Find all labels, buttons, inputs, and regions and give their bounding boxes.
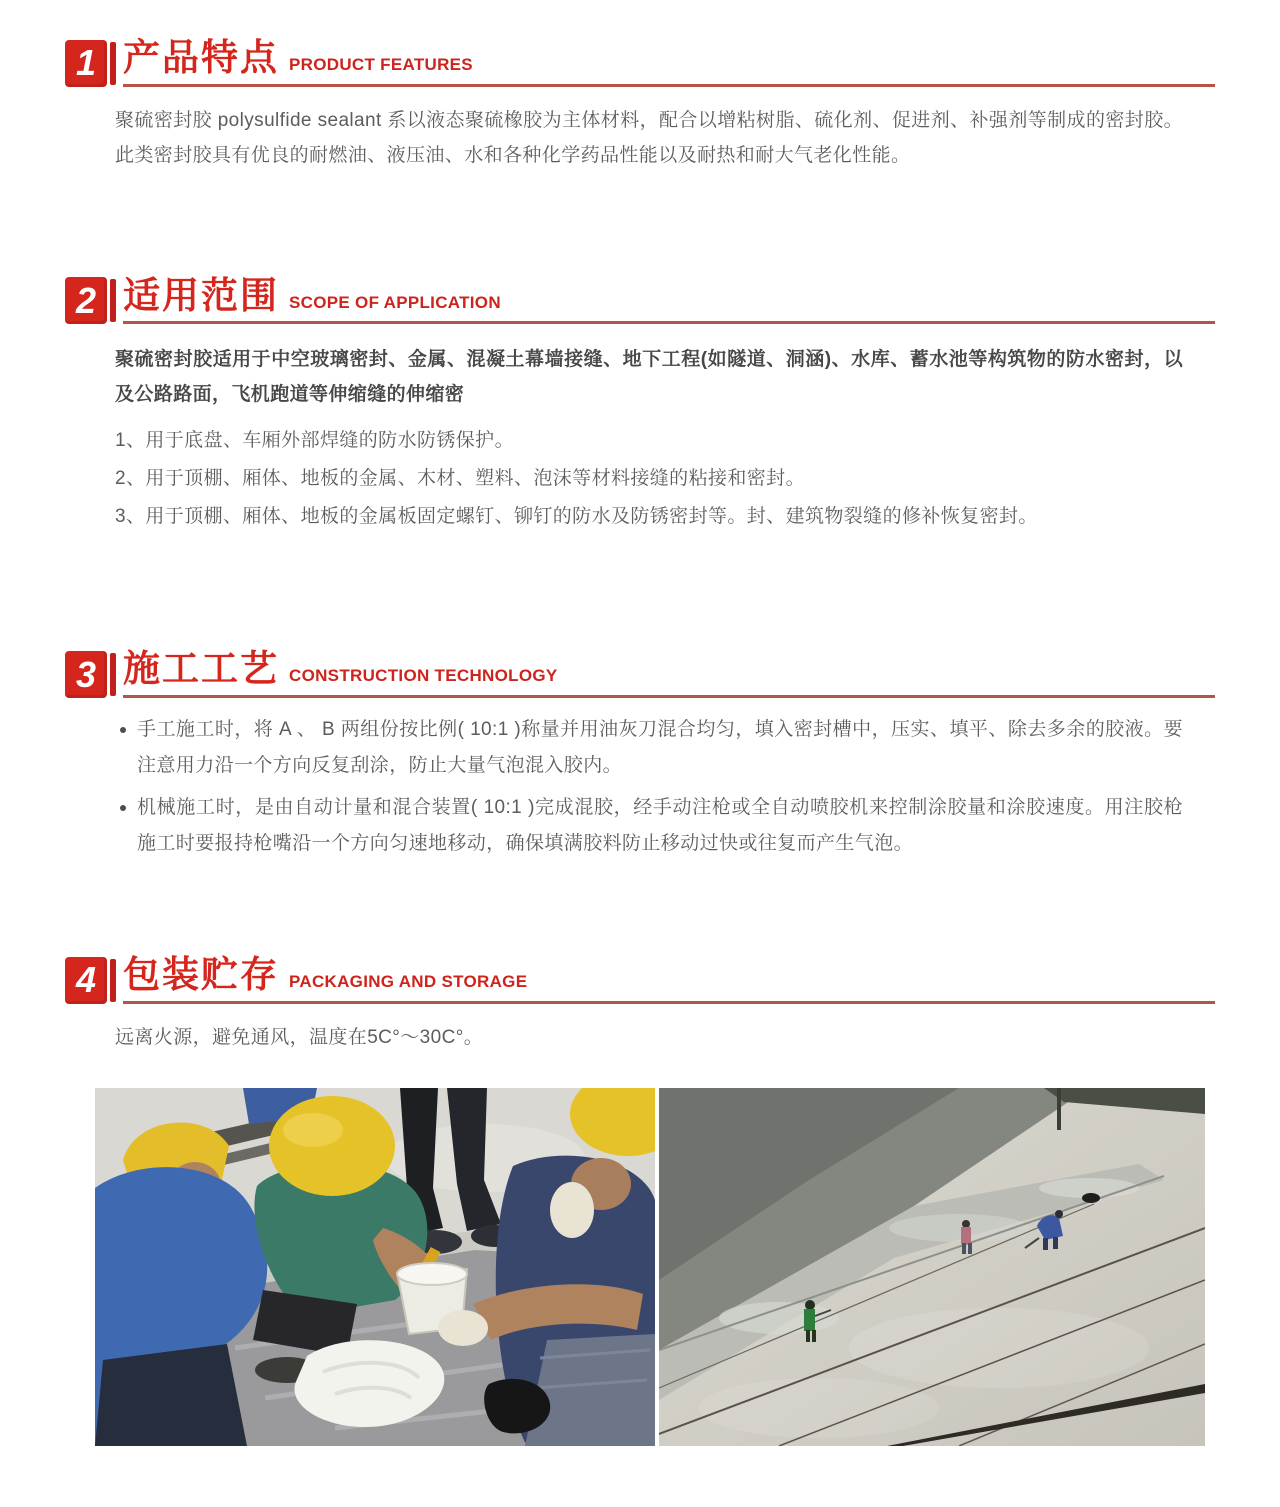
section-header (65, 276, 1215, 325)
section-title-zh: 施工工艺 (123, 648, 279, 690)
section-construction-technology (65, 649, 1215, 862)
section-title-group (123, 955, 1215, 1004)
section-scope-of-application (65, 276, 1215, 533)
section-body (115, 342, 1183, 532)
paragraph: 聚硫密封胶 polysulfide sealant 系以液态聚硫橡胶为主体材料，配合以增粘树脂、硫化剂、促进剂、补强剂等制成的密封胶。此类密封胶具有优良的耐燃油、液压油、水和各种化学药品性能以及耐热和耐大气老化性能。 (115, 109, 1183, 166)
section-body (115, 103, 1183, 173)
section-title-en: SCOPE OF APPLICATION (289, 292, 501, 312)
bullet-item: 机械施工时，是由自动计量和混合装置( 10:1 )完成混胶，经手动注枪或全自动喷胶机来控制涂胶量和涂胶速度。用注胶枪施工时要报持枪嘴沿一个方向匀速地移动，确保填满胶料防止移动过快或往复而产生气泡。 (115, 790, 1183, 862)
section-title-en: PACKAGING AND STORAGE (289, 972, 528, 992)
section-header (65, 649, 1215, 698)
photo-workers-mixing-sealant (95, 1088, 655, 1446)
section-title-group (123, 276, 1215, 325)
paragraph: 远离火源，避免通风，温度在5C°～30C°。 (115, 1026, 484, 1048)
section-title-group (123, 38, 1215, 87)
photo-row (95, 1088, 1215, 1446)
photo-dam-slope-joint-sealing (659, 1088, 1205, 1446)
list-item: 1、用于底盘、车厢外部焊缝的防水防锈保护。 (115, 430, 514, 452)
section-header (65, 955, 1215, 1004)
section-number-badge: 4 (65, 957, 107, 1004)
section-product-features (65, 38, 1215, 173)
section-title-zh: 产品特点 (123, 37, 279, 78)
section-number-badge: 3 (65, 651, 107, 698)
section-number-badge: 1 (65, 40, 107, 87)
list-item: 3、用于顶棚、厢体、地板的金属板固定螺钉、铆钉的防水及防锈密封等。封、建筑物裂缝的修补恢复密封。 (115, 506, 1038, 528)
section-packaging-and-storage (65, 955, 1215, 1055)
section-title-group (123, 649, 1215, 698)
section-body (115, 712, 1183, 862)
section-header (65, 38, 1215, 87)
lead-paragraph: 聚硫密封胶适用于中空玻璃密封、金属、混凝土幕墙接缝、地下工程(如隧道、洞涵)、水库、蓄水池等构筑物的防水密封，以及公路路面，飞机跑道等伸缩缝的伸缩密 (115, 349, 1183, 406)
section-title-zh: 包装贮存 (123, 954, 279, 996)
section-number-badge: 2 (65, 277, 107, 324)
bullet-item: 手工施工时，将 A 、 B 两组份按比例( 10:1 )称量并用油灰刀混合均匀，填入密封槽中，压实、填平、除去多余的胶液。要注意用力沿一个方向反复刮涂，防止大量气泡混入胶内。 (115, 712, 1183, 784)
section-body (115, 1020, 1183, 1055)
list-item: 2、用于顶棚、厢体、地板的金属、木材、塑料、泡沫等材料接缝的粘接和密封。 (115, 468, 805, 490)
section-title-en: CONSTRUCTION TECHNOLOGY (289, 666, 558, 686)
section-title-en: PRODUCT FEATURES (289, 55, 473, 74)
section-title-zh: 适用范围 (123, 274, 279, 316)
